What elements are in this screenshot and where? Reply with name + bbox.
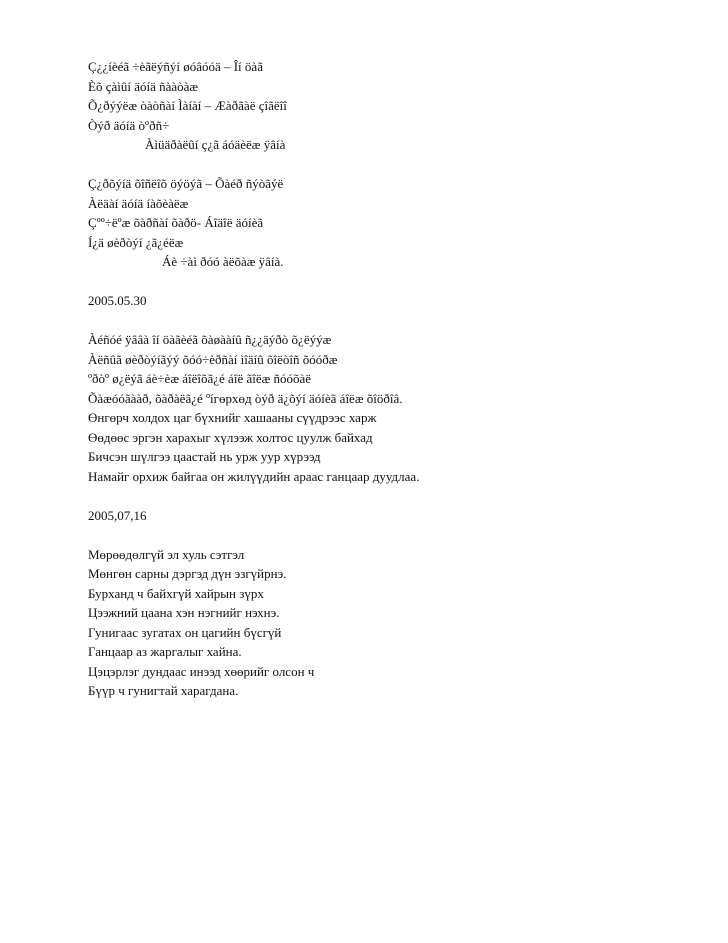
poem-line: Ç¿ðõýíä õîñëîõ öýöýã – Õàéð ñýòãýë xyxy=(88,176,284,191)
poem-line: Гунигаас зугатах он цагийн бүсгүй xyxy=(88,624,282,640)
poem-line: Бүүр ч гунигтай харагдана. xyxy=(88,683,239,698)
poem-line: Áè ÷àì ðóó àëõàæ ÿâíà. xyxy=(162,254,284,269)
poem-date: 2005.05.30 xyxy=(88,293,147,308)
poem-line: Намайг орхиж байгаа он жилүүдийн араас ганцаар дуудлаа. xyxy=(88,468,420,484)
stanza-gap xyxy=(88,155,688,175)
poem-line: Í¿ä øèðòýí ¿ã¿éëæ xyxy=(88,234,184,250)
poem-line: Àéñóé ÿââà îí öàãèéã õàøààíû ñ¿¿äýðò õ¿ëýýæ xyxy=(88,332,332,347)
poem-line: Õ¿ðýýëæ òàòñàí Ìàíàí – Æàðãàë çîãëîî xyxy=(88,98,287,113)
poem-line: Мөрөөдөлгүй эл хуль сэтгэл xyxy=(88,546,245,562)
poem-line: Цэцэрлэг дундаас инээд хөөрийг олсон ч xyxy=(88,663,315,679)
stanza-gap xyxy=(88,486,688,506)
poem-line: Өнгөрч холдох цаг бүхнийг хашааны сүүдрээс харж xyxy=(88,410,377,425)
poem-line: Àëäàí äóíä íàõèàëæ xyxy=(88,195,189,211)
stanza-gap xyxy=(88,311,688,331)
poem-date: 2005,07,16 xyxy=(88,507,147,523)
document-body xyxy=(88,57,688,701)
poem-line: ºðòº ø¿ëýã áè÷èæ áîëîõã¿é áîë ãîëæ ñóóõàë xyxy=(88,371,312,386)
poem-line: Цээжний цаана хэн нэгнийг нэхнэ. xyxy=(88,605,280,620)
poem-line: Àëñûã øèðòýíãýý õóó÷èðñàí ìîäíû õîëòîñ õóóðæ xyxy=(88,351,338,367)
poem-line: Өөдөөс эргэн харахыг хүлээж холтос цуулж байхад xyxy=(88,429,373,445)
poem-line: Õàæóóãààð, õàðàëã¿é ºíгөрхөд òýð ä¿õýí äóíèã áîëæ õîöðîâ. xyxy=(88,390,403,406)
poem-line: Бичсэн шүлгээ цаастай нь урж уур хүрээд xyxy=(88,449,321,464)
poem-line: Бурханд ч байхгүй хайрын зүрх xyxy=(88,585,264,601)
poem-line: Ганцаар аз жаргалыг хайна. xyxy=(88,644,242,659)
stanza-gap xyxy=(88,525,688,545)
poem-line: Òýð äóíä òºðñ÷ xyxy=(88,117,170,133)
poem-line: Àìüäðàëûí ç¿ã áóäèëæ ÿâíà xyxy=(145,137,286,152)
poem-line: Èõ çàìûí äóíä ñààòàæ xyxy=(88,78,199,94)
poem-line: Ç¿¿íèéã ÷èãëýñýí øóâóóä – Îí öàã xyxy=(88,59,263,74)
stanza-gap xyxy=(88,272,688,292)
poem-line: Çºº÷ëºæ õàðñàí õàðö- Áîäîë äóíèã xyxy=(88,215,264,230)
poem-line: Мөнгөн сарны дэргэд дүн эзгүйрнэ. xyxy=(88,566,287,581)
